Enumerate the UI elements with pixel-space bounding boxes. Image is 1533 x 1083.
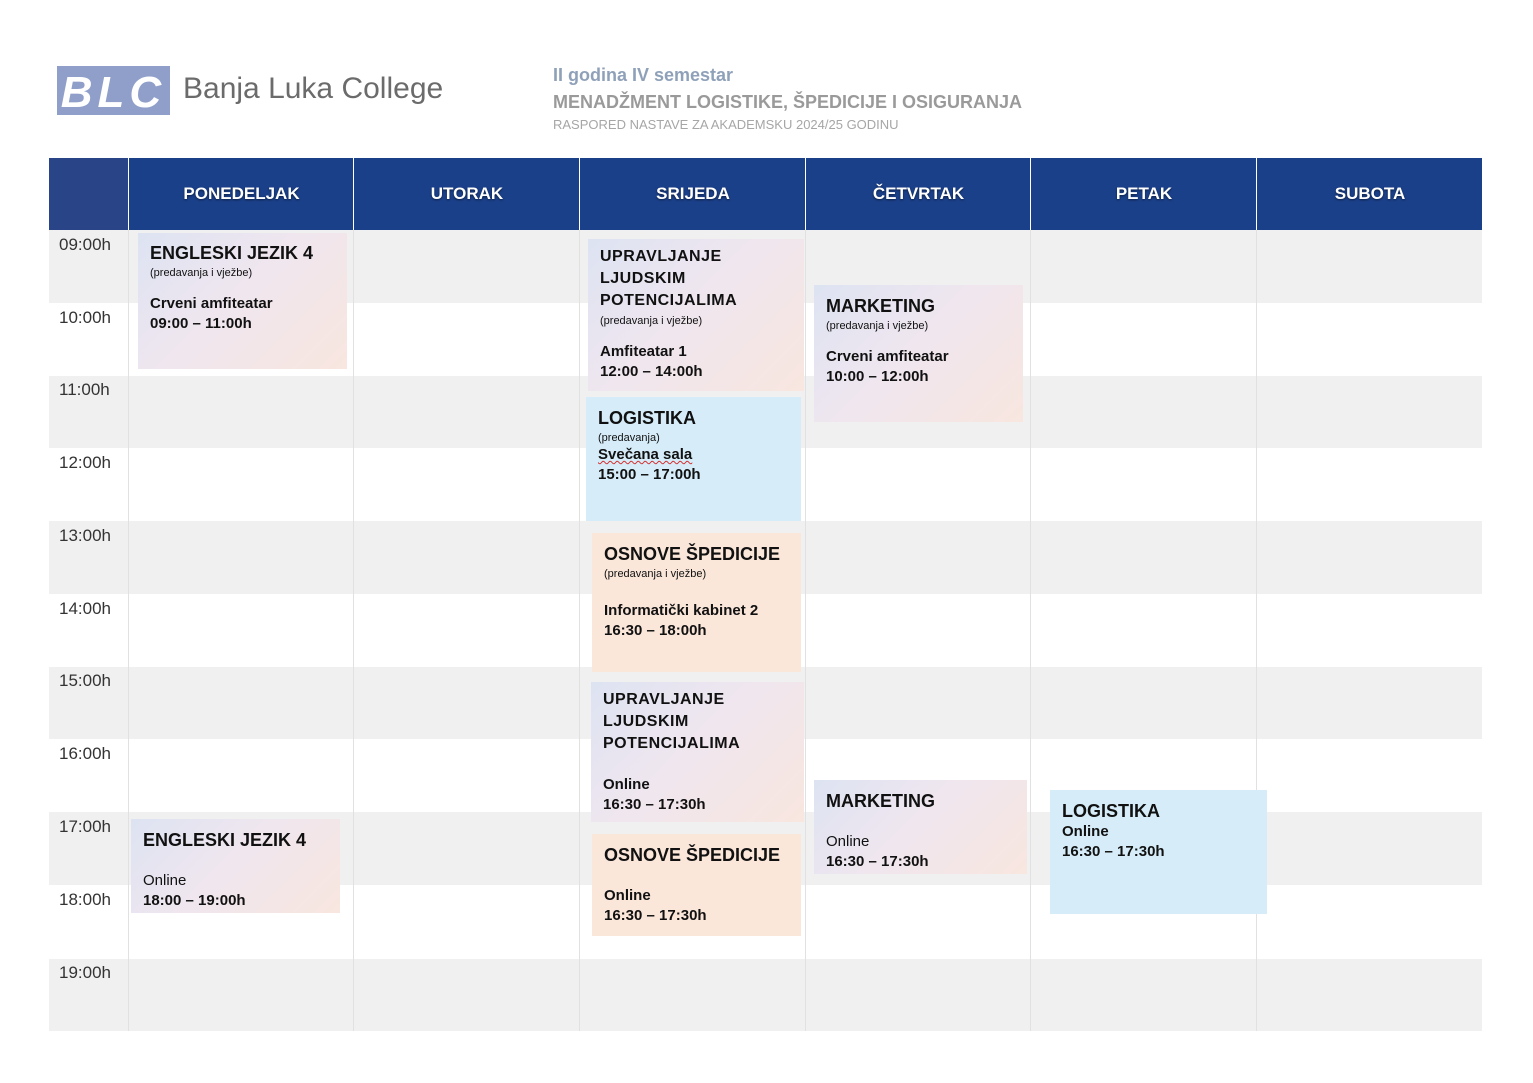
- event-time: 12:00 – 14:00h: [600, 363, 703, 380]
- event-time: 15:00 – 17:00h: [598, 466, 701, 483]
- semester-label: II godina IV semestar: [553, 65, 734, 85]
- time-row: [49, 959, 1482, 1031]
- event-type: (predavanja i vježbe): [826, 320, 929, 332]
- event-time: 09:00 – 11:00h: [150, 315, 252, 332]
- time-label: 14:00h: [59, 599, 111, 618]
- time-label: 09:00h: [59, 235, 111, 254]
- event-room: Svečana sala: [598, 446, 693, 463]
- event-room: Online: [826, 833, 870, 850]
- logo-abbr: BLC: [60, 68, 167, 117]
- event-type: (predavanja): [598, 432, 660, 444]
- column-divider: [579, 230, 580, 1031]
- time-label: 10:00h: [59, 308, 111, 327]
- schedule-subtitle: RASPORED NASTAVE ZA AKADEMSKU 2024/25 GODINU: [553, 117, 899, 132]
- event-engleski-jezik-monday-morning[interactable]: [138, 233, 347, 369]
- event-marketing-thursday-2[interactable]: [814, 780, 1027, 874]
- event-time: 16:30 – 17:30h: [1062, 843, 1165, 860]
- day-header-saturday: SUBOTA: [1256, 158, 1483, 230]
- time-label: 16:00h: [59, 744, 111, 763]
- event-title: MARKETING: [826, 296, 935, 316]
- event-time: 16:30 – 17:30h: [826, 853, 929, 870]
- event-time: 18:00 – 19:00h: [143, 892, 246, 909]
- event-room: Online: [1062, 823, 1109, 840]
- event-logistika-friday[interactable]: [1050, 790, 1267, 914]
- event-title: ENGLESKI JEZIK 4: [143, 830, 307, 850]
- day-header-thursday: ČETVRTAK: [805, 158, 1031, 230]
- event-osnove-spedicije-wednesday-2[interactable]: [592, 834, 801, 936]
- event-title: MARKETING: [826, 791, 935, 811]
- event-time: 16:30 – 17:30h: [603, 796, 706, 813]
- event-room: Online: [603, 776, 650, 793]
- event-logistika-wednesday[interactable]: [586, 397, 801, 521]
- time-label: 17:00h: [59, 817, 111, 836]
- time-label: 19:00h: [59, 963, 111, 982]
- column-divider: [805, 230, 806, 1031]
- event-title: UPRAVLJANJE LJUDSKIM POTENCIJALIMA: [600, 248, 738, 309]
- event-room: Informatički kabinet 2: [604, 602, 759, 619]
- event-room: Crveni amfiteatar: [150, 295, 273, 312]
- header-corner-cell: [49, 158, 128, 230]
- event-type: (predavanja i vježbe): [150, 267, 253, 279]
- time-label: 12:00h: [59, 453, 111, 472]
- event-room: Online: [143, 872, 187, 889]
- event-time: 10:00 – 12:00h: [826, 368, 929, 385]
- event-title: LOGISTIKA: [598, 408, 696, 428]
- event-marketing-thursday-1[interactable]: [814, 285, 1023, 422]
- program-title: MENADŽMENT LOGISTIKE, ŠPEDICIJE I OSIGURANJA: [553, 92, 1023, 112]
- day-header-friday: PETAK: [1030, 158, 1257, 230]
- event-title: ENGLESKI JEZIK 4: [150, 243, 314, 263]
- table-header: [49, 158, 1482, 230]
- event-type: (predavanja i vježbe): [604, 568, 707, 580]
- event-osnove-spedicije-wednesday-1[interactable]: [592, 533, 801, 672]
- time-label: 11:00h: [59, 380, 110, 399]
- column-divider: [353, 230, 354, 1031]
- column-divider: [128, 230, 129, 1031]
- blc-logo: [57, 66, 170, 115]
- day-header-tuesday: UTORAK: [353, 158, 580, 230]
- event-uljp-wednesday-1[interactable]: [588, 239, 804, 391]
- event-title: OSNOVE ŠPEDICIJE: [604, 845, 781, 865]
- event-room: Amfiteatar 1: [600, 343, 687, 360]
- day-header-wednesday: SRIJEDA: [579, 158, 806, 230]
- event-type: (predavanja i vježbe): [600, 315, 703, 327]
- event-room: Online: [604, 887, 651, 904]
- event-room: Crveni amfiteatar: [826, 348, 949, 365]
- column-divider: [1030, 230, 1031, 1031]
- day-header-monday: PONEDELJAK: [128, 158, 354, 230]
- event-time: 16:30 – 18:00h: [604, 622, 707, 639]
- event-title: OSNOVE ŠPEDICIJE: [604, 544, 781, 564]
- time-label: 18:00h: [59, 890, 111, 909]
- time-label: 13:00h: [59, 526, 111, 545]
- event-engleski-jezik-monday-evening[interactable]: [131, 819, 340, 913]
- logo-name: Banja Luka College: [183, 72, 444, 105]
- event-time: 16:30 – 17:30h: [604, 907, 707, 924]
- time-label: 15:00h: [59, 671, 111, 690]
- event-uljp-wednesday-2[interactable]: [591, 682, 804, 822]
- event-title: UPRAVLJANJE LJUDSKIM POTENCIJALIMA: [603, 691, 741, 752]
- event-title: LOGISTIKA: [1062, 801, 1160, 821]
